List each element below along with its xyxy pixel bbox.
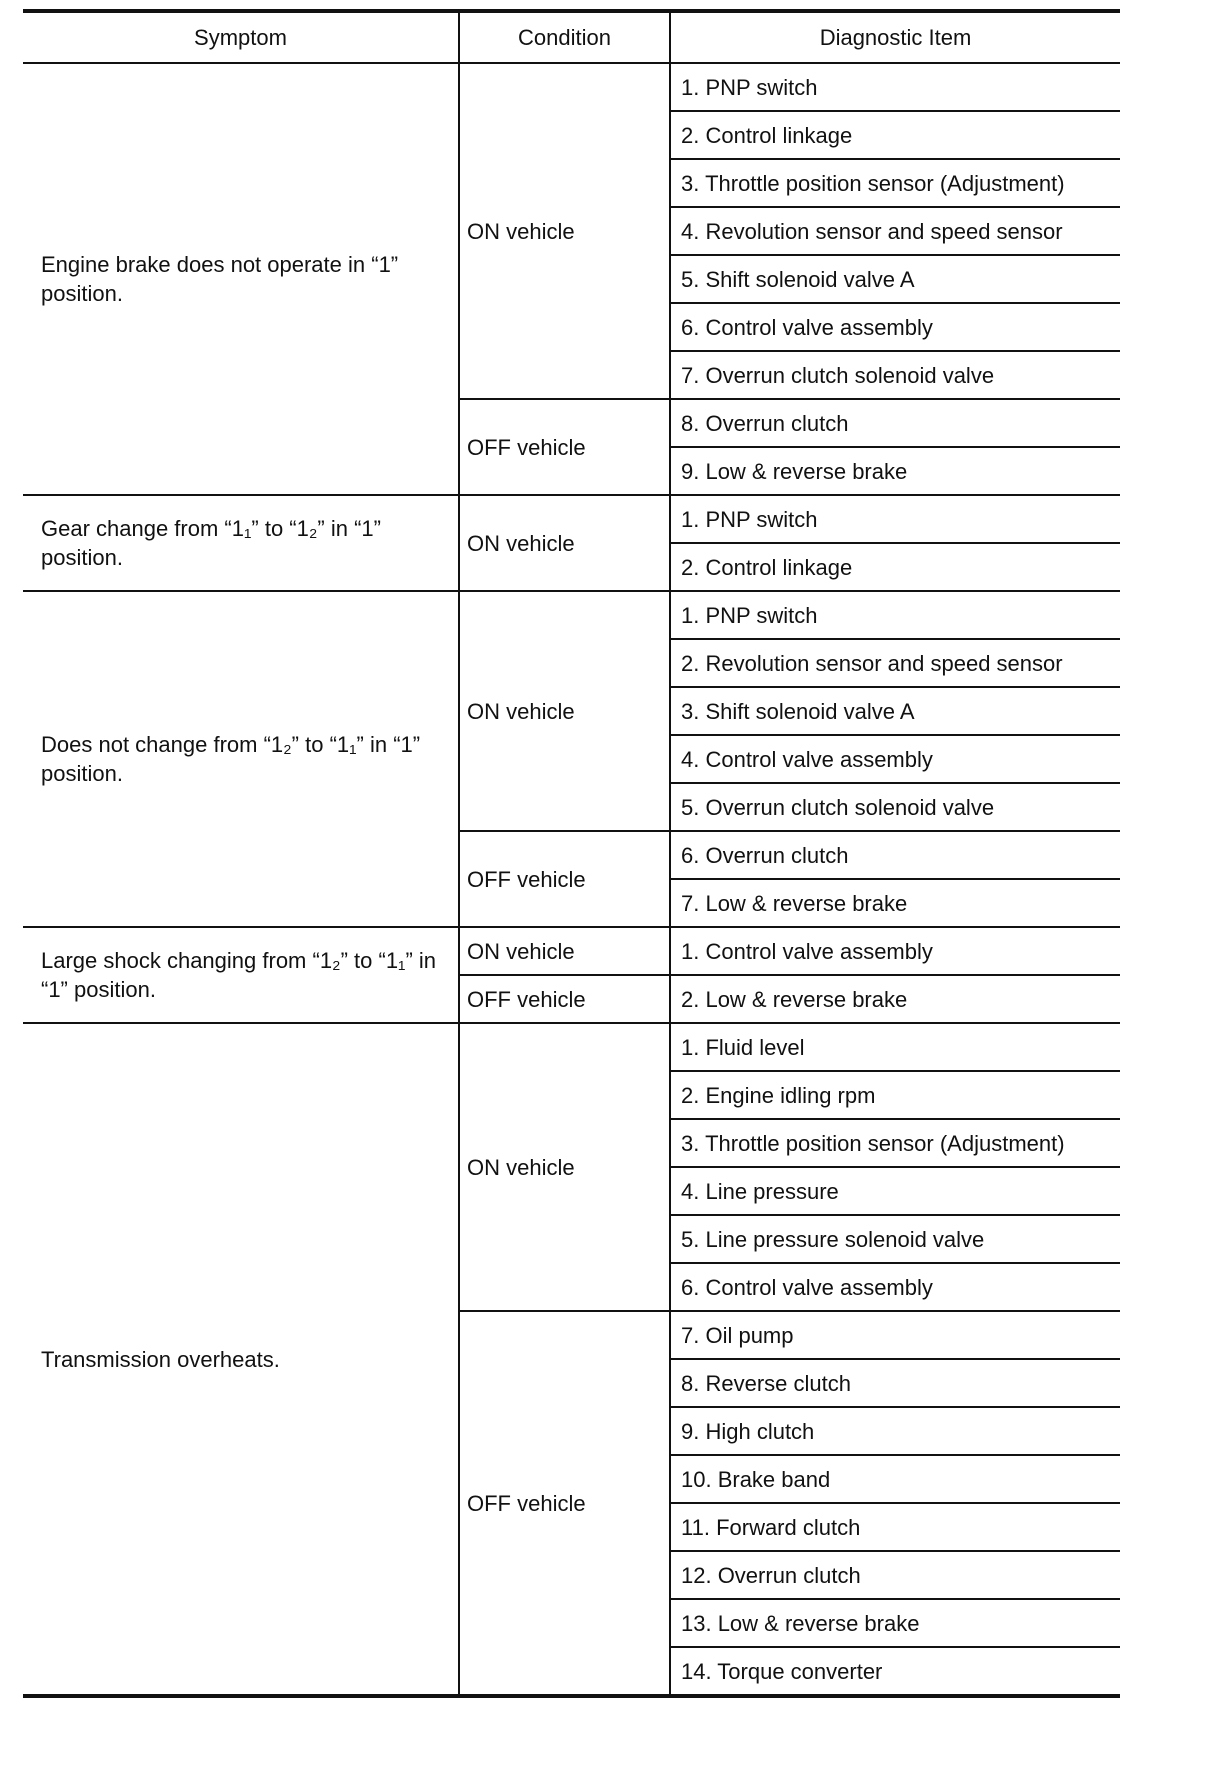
diagnostic-item-cell: 6. Control valve assembly <box>670 303 1120 351</box>
diagnostic-item-cell: 8. Overrun clutch <box>670 399 1120 447</box>
diagnostic-item-cell: 1. Control valve assembly <box>670 927 1120 975</box>
header-symptom: Symptom <box>23 11 459 63</box>
condition-cell: ON vehicle <box>459 495 670 591</box>
diagnostic-item-cell: 3. Throttle position sensor (Adjustment) <box>670 1119 1120 1167</box>
symptom-cell: Large shock changing from “1₂” to “1₁” in “1” position. <box>23 927 459 1023</box>
diagnostic-item-cell: 5. Line pressure solenoid valve <box>670 1215 1120 1263</box>
symptom-cell: Gear change from “1₁” to “1₂” in “1” position. <box>23 495 459 591</box>
diagnostic-item-cell: 2. Engine idling rpm <box>670 1071 1120 1119</box>
diagnostic-item-cell: 2. Revolution sensor and speed sensor <box>670 639 1120 687</box>
diagnostic-item-cell: 1. PNP switch <box>670 591 1120 639</box>
table-row <box>23 591 1120 639</box>
diagnostic-item-cell: 9. Low & reverse brake <box>670 447 1120 495</box>
diagnostic-item-cell: 3. Shift solenoid valve A <box>670 687 1120 735</box>
diagnostic-item-cell: 10. Brake band <box>670 1455 1120 1503</box>
condition-cell: ON vehicle <box>459 591 670 831</box>
table-row <box>23 495 1120 543</box>
table-row <box>23 1023 1120 1071</box>
diagnostic-item-cell: 4. Revolution sensor and speed sensor <box>670 207 1120 255</box>
condition-cell: OFF vehicle <box>459 1311 670 1696</box>
table-body <box>23 63 1120 1696</box>
condition-cell: ON vehicle <box>459 1023 670 1311</box>
diagnostic-table <box>23 9 1120 1698</box>
table-row <box>23 927 1120 975</box>
header-diagnostic-item: Diagnostic Item <box>670 11 1120 63</box>
condition-cell: OFF vehicle <box>459 975 670 1023</box>
diagnostic-item-cell: 4. Control valve assembly <box>670 735 1120 783</box>
diagnostic-item-cell: 14. Torque converter <box>670 1647 1120 1696</box>
diagnostic-item-cell: 11. Forward clutch <box>670 1503 1120 1551</box>
table-header <box>23 11 1120 63</box>
condition-cell: ON vehicle <box>459 63 670 399</box>
diagnostic-item-cell: 1. Fluid level <box>670 1023 1120 1071</box>
diagnostic-item-cell: 3. Throttle position sensor (Adjustment) <box>670 159 1120 207</box>
symptom-cell: Transmission overheats. <box>23 1023 459 1696</box>
table-row <box>23 63 1120 111</box>
condition-cell: OFF vehicle <box>459 399 670 495</box>
diagnostic-item-cell: 1. PNP switch <box>670 495 1120 543</box>
diagnostic-item-cell: 2. Control linkage <box>670 543 1120 591</box>
diagnostic-item-cell: 13. Low & reverse brake <box>670 1599 1120 1647</box>
diagnostic-item-cell: 2. Low & reverse brake <box>670 975 1120 1023</box>
diagnostic-item-cell: 5. Shift solenoid valve A <box>670 255 1120 303</box>
symptom-cell: Engine brake does not operate in “1” position. <box>23 63 459 495</box>
diagnostic-item-cell: 7. Low & reverse brake <box>670 879 1120 927</box>
header-condition: Condition <box>459 11 670 63</box>
diagnostic-item-cell: 5. Overrun clutch solenoid valve <box>670 783 1120 831</box>
diagnostic-item-cell: 9. High clutch <box>670 1407 1120 1455</box>
condition-cell: OFF vehicle <box>459 831 670 927</box>
diagnostic-item-cell: 7. Oil pump <box>670 1311 1120 1359</box>
diagnostic-item-cell: 12. Overrun clutch <box>670 1551 1120 1599</box>
diagnostic-item-cell: 6. Overrun clutch <box>670 831 1120 879</box>
diagnostic-item-cell: 2. Control linkage <box>670 111 1120 159</box>
diagnostic-item-cell: 6. Control valve assembly <box>670 1263 1120 1311</box>
diagnostic-item-cell: 4. Line pressure <box>670 1167 1120 1215</box>
diagnostic-item-cell: 1. PNP switch <box>670 63 1120 111</box>
symptom-cell: Does not change from “1₂” to “1₁” in “1” position. <box>23 591 459 927</box>
diagnostic-item-cell: 8. Reverse clutch <box>670 1359 1120 1407</box>
header-row <box>23 11 1120 63</box>
diagnostic-item-cell: 7. Overrun clutch solenoid valve <box>670 351 1120 399</box>
condition-cell: ON vehicle <box>459 927 670 975</box>
